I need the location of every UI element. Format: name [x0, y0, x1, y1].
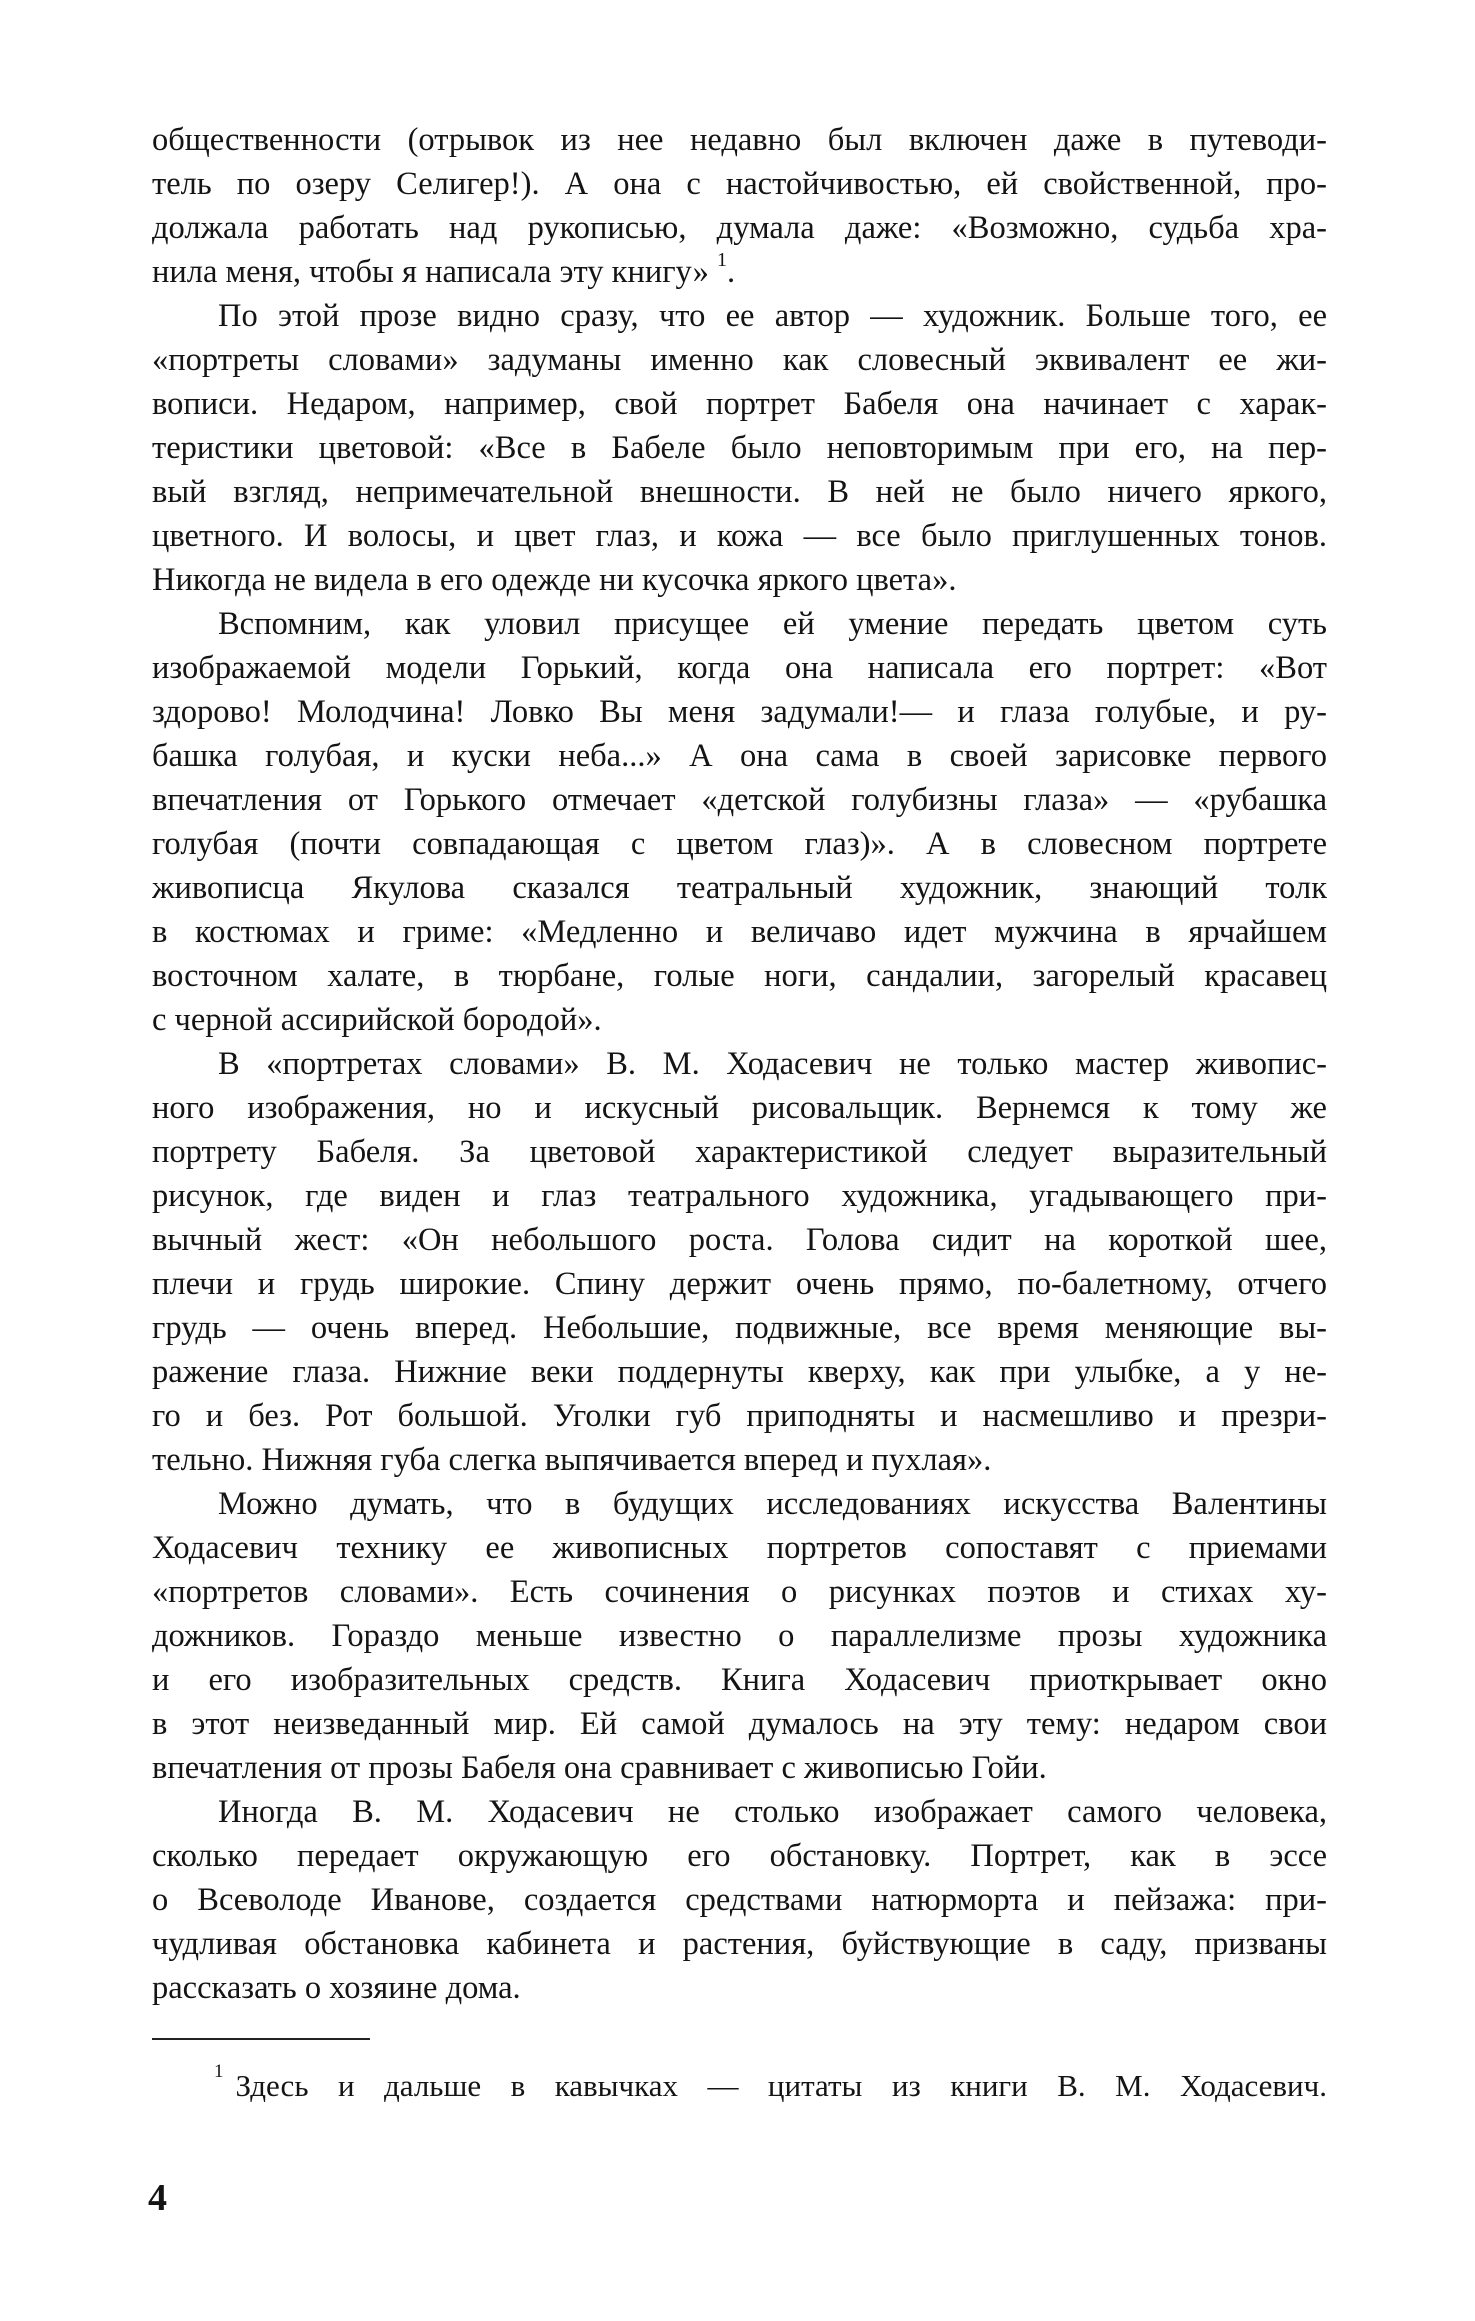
text-line: В «портретах словами» В. М. Ходасевич не только мастер живопис- [218, 1046, 1327, 1082]
text-line: здорово! Молодчина! Ловко Вы меня задумали!— и глаза голубые, и ру- [152, 694, 1327, 730]
text-line: Иногда В. М. Ходасевич не столько изображает самого человека, [218, 1794, 1327, 1830]
text-line: портрету Бабеля. За цветовой характеристикой следует выразительный [152, 1134, 1327, 1170]
text-line: живописца Якулова сказался театральный художник, знающий толк [152, 870, 1327, 906]
text-line: изображаемой модели Горький, когда она написала его портрет: «Вот [152, 650, 1327, 686]
text-line: го и без. Рот большой. Уголки губ приподняты и насмешливо и презри- [152, 1398, 1327, 1434]
text-line: Никогда не видела в его одежде ни кусочка яркого цвета». [152, 562, 957, 598]
page-body [152, 118, 1327, 2010]
paragraph [152, 1790, 1327, 2010]
text-line: с черной ассирийской бородой». [152, 1002, 602, 1038]
text-line: По этой прозе видно сразу, что ее автор — художник. Больше того, ее [218, 298, 1327, 334]
text-line: «портреты словами» задуманы именно как словесный эквивалент ее жи- [152, 342, 1327, 378]
paragraph [152, 294, 1327, 602]
page-number: 4 [148, 2177, 167, 2219]
text-line: башка голубая, и куски неба...» А она сама в своей зарисовке первого [152, 738, 1327, 774]
text-line: Вспомним, как уловил присущее ей умение передать цветом суть [218, 606, 1327, 642]
text-line: в костюмах и гриме: «Медленно и величаво идет мужчина в ярчайшем [152, 914, 1327, 950]
text-line: о Всеволоде Иванове, создается средствами натюрморта и пейзажа: при- [152, 1882, 1327, 1918]
text-line: восточном халате, в тюрбане, голые ноги, сандалии, загорелый красавец [152, 958, 1327, 994]
text-line: в этот неизведанный мир. Ей самой думалось на эту тему: недаром свои [152, 1706, 1327, 1742]
text-line: общественности (отрывок из нее недавно был включен даже в путеводи- [152, 122, 1327, 158]
paragraph [152, 118, 1327, 294]
text-line: Можно думать, что в будущих исследованиях искусства Валентины [218, 1486, 1327, 1522]
text-line: сколько передает окружающую его обстановку. Портрет, как в эссе [152, 1838, 1327, 1874]
paragraph [152, 1042, 1327, 1482]
text-line: чудливая обстановка кабинета и растения, буйствующие в саду, призваны [152, 1926, 1327, 1962]
text-line: рассказать о хозяине дома. [152, 1970, 521, 2006]
text-line: рисунок, где виден и глаз театрального художника, угадывающего при- [152, 1178, 1327, 1214]
text-line: и его изобразительных средств. Книга Ходасевич приоткрывает окно [152, 1662, 1327, 1698]
text-line: нила меня, чтобы я написала эту книгу» $^1$. [152, 249, 736, 290]
text-line: впечатления от Горького отмечает «детской голубизны глаза» — «рубашка [152, 782, 1327, 818]
text-line: вый взгляд, непримечательной внешности. В ней не было ничего яркого, [152, 474, 1327, 510]
text-line: тельно. Нижняя губа слегка выпячивается вперед и пухлая». [152, 1442, 992, 1478]
text-line: теристики цветовой: «Все в Бабеле было неповторимым при его, на пер- [152, 430, 1327, 466]
text-line: Ходасевич технику ее живописных портретов сопоставят с приемами [152, 1530, 1327, 1566]
footnote-text: Здесь и дальше в кавычках — цитаты из книги В. М. Ходасевич. [235, 2068, 1327, 2103]
text-line: голубая (почти совпадающая с цветом глаз)». А в словесном портрете [152, 826, 1327, 862]
text-line: впечатления от прозы Бабеля она сравнивает с живописью Гойи. [152, 1750, 1047, 1786]
text-line: тель по озеру Селигер!). А она с настойчивостью, ей свойственной, про- [152, 166, 1327, 202]
text-line: «портретов словами». Есть сочинения о рисунках поэтов и стихах ху- [152, 1574, 1327, 1610]
footnote-marker: 1 [214, 2060, 224, 2082]
text-line: цветного. И волосы, и цвет глаз, и кожа — все было приглушенных тонов. [152, 518, 1327, 554]
text-line: должала работать над рукописью, думала даже: «Возможно, судьба хра- [152, 210, 1327, 246]
text-line: дожников. Гораздо меньше известно о параллелизме прозы художника [152, 1618, 1327, 1654]
text-line: грудь — очень вперед. Небольшие, подвижные, все время меняющие вы- [152, 1310, 1327, 1346]
footnote-rule [152, 2038, 370, 2040]
text-line: ражение глаза. Нижние веки поддернуты кверху, как при улыбке, а у не- [152, 1354, 1327, 1390]
sentence-end: . [727, 254, 736, 290]
paragraph [152, 1482, 1327, 1790]
text-line: плечи и грудь широкие. Спину держит очень прямо, по-балетному, отчего [152, 1266, 1327, 1302]
paragraph [152, 602, 1327, 1042]
footnote-reference[interactable]: 1 [717, 249, 727, 272]
text-line: вычный жест: «Он небольшого роста. Голова сидит на короткой шее, [152, 1222, 1327, 1258]
footnote [214, 2060, 1327, 2106]
text-line: вописи. Недаром, например, свой портрет Бабеля она начинает с харак- [152, 386, 1327, 422]
text-line: ного изображения, но и искусный рисовальщик. Вернемся к тому же [152, 1090, 1327, 1126]
